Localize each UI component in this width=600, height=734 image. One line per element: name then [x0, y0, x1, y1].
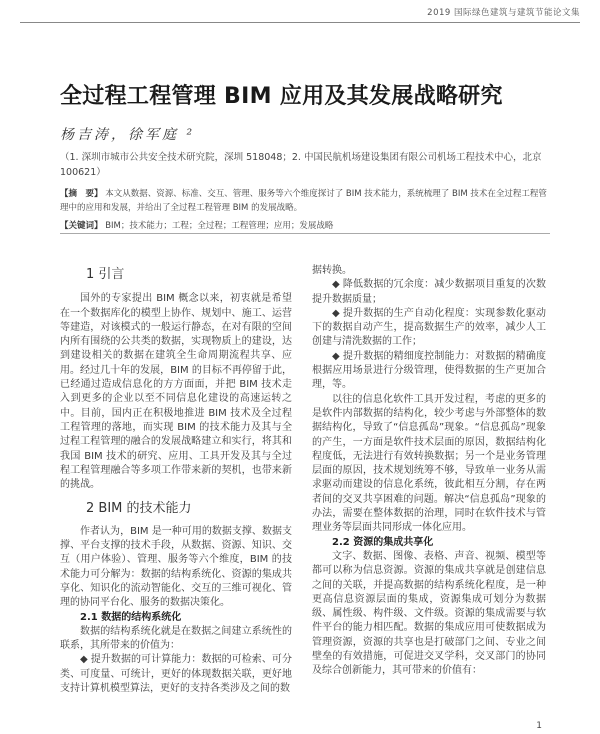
- bullet-item: ◆ 提升数据的生产自动化程度：实现参数化驱动下的数据自动产生，提高数据生产的效率，减少人工创建与清洗数据的工作；: [312, 307, 546, 348]
- diamond-bullet-icon: ◆: [332, 307, 340, 319]
- page-number: 1: [536, 721, 542, 731]
- subsection-2-2-heading: 2.2 资源的集成共享化: [332, 536, 434, 548]
- diamond-bullet-icon: ◆: [332, 279, 340, 291]
- keywords-text: BIM；技术能力；工程；全过程；工程管理；应用；发展战略: [105, 221, 334, 231]
- diamond-bullet-icon: ◆: [80, 654, 88, 666]
- section-2-heading: 2 BIM 的技术能力: [86, 501, 192, 517]
- continued-text: 据转换。: [312, 265, 352, 276]
- section-2-paragraph: 作者认为，BIM 是一种可用的数据支撑、数据支撑、平台支撑的技术手段，从数据、资源、知识、交互（用户体验）、管理、服务等六个维度，BIM 的技术能力可分解为：数据的结构系统化、资源的集成共享化、知识化的流动智能化、交互的三维可视化、管理的协同平台化、服务的数据决策化。: [60, 525, 292, 609]
- section-1-paragraph: 国外的专家提出 BIM 概念以来，初衷就是希望在一个数据库化的模型上协作、规划中、施工、运营等建造，对该模式的一般运行静态，在对有限的空间内所有围绕的公共类的数据，实现物质上的建设，达到建设相关的数据在建筑全生命周期流程共享、应用。经过几十年的发展，BIM 的目标不再停留于此，已经通过造成信息化的方方面面，并把 BIM 技术走入到更多的企业以至不同信息化建设的高速运转之中。目前，国内正在积极地推进 BIM 技术及全过程工程管理的落地，而实现 BIM 的技术能力及其与全过程工程管理的融合的发展战略建立和实行，将其和我国 BIM 技术的研究、应用、工具开发及其与全过程工程管理融合等多项工作带来新的契机，也带来新的挑战。: [60, 293, 292, 491]
- section-1-heading: 1 引言: [86, 267, 125, 282]
- bullet-item: ◆ 提升数据的精细度控制能力：对数据的精确度根据应用场景进行分级管理，使得数据的生产更加合理，等。: [312, 350, 546, 391]
- paper-title: 全过程工程管理 BIM 应用及其发展战略研究: [60, 84, 503, 109]
- keywords-label: 【关键词】: [60, 221, 103, 231]
- author-affiliation: （1. 深圳市城市公共安全技术研究院，深圳 518048；2. 中国民航机场建设集团有限公司机场工程技术中心，北京 100621）: [60, 152, 542, 178]
- left-column: [60, 268, 292, 696]
- information-island-paragraph: 以往的信息化软件工具开发过程，考虑的更多的是软件内部数据的结构化，较少考虑与外部整体的数据结构化，导致了“信息孤岛”现象。“信息孤岛”现象的产生，一方面是软件技术层面的原因，数据结构化程度低，无法进行有效转换数据；另一个是业务管理层面的原因，技术规划统筹不够，导致单一业务从需求驱动而建设的信息化系统，彼此相互分割，存在两者间的交叉共享困难的问题。解决“信息孤岛”现象的办法，需要在整体数据的治理，同时在软件技术与管理业务等层面共同形成一体化应用。: [312, 393, 546, 534]
- abstract-text: 本文从数据、资源、标准、交互、管理、服务等六个维度探讨了 BIM 技术能力，系统梳理了 BIM 技术在全过程工程管理中的应用和发展，并给出了全过程工程管理 BIM 的发展战略。: [60, 189, 547, 213]
- header-rule: [20, 22, 580, 23]
- running-header: 2019 国际绿色建筑与建筑节能论文集: [427, 8, 580, 18]
- abstract-label: 【摘 要】: [60, 189, 103, 199]
- diamond-bullet-icon: ◆: [332, 350, 340, 362]
- subsection-2-1-paragraph: 数据的结构系统化就是在数据之间建立系统性的联系，其所带来的价值为：: [60, 625, 292, 652]
- subsection-2-2-paragraph: 文字、数据、图像、表格、声音、视频、模型等都可以称为信息资源。资源的集成共享就是创建信息之间的关联，并提高数据的结构系统化程度，是一种更高信息资源层面的集成，资源集成可划分为数据级、属性级、构件级、文件级。资源的集成需要与软件平台的能力相匹配。数据的集成应用可使数据成为管理资源，资源的共享也是打破部门之间、专业之间壁垒的有效措施，可促进交叉学科，交叉部门的协同及综合创新能力，其可带来的价值有：: [312, 550, 546, 677]
- keywords-divider: [60, 233, 550, 234]
- paper-authors: 杨吉涛，徐军庭 ²: [60, 127, 196, 143]
- keywords: [60, 219, 550, 231]
- right-column: [312, 264, 546, 679]
- bullet-item: ◆ 提升数据的可计算能力：数据的可检索、可分类、可度量、可统计，更好的体现数据关联，更好地支持计算机模型算法，更好的支持各类涉及之间的数: [60, 654, 292, 695]
- subsection-2-1-heading: 2.1 数据的结构系统化: [80, 611, 182, 623]
- abstract: [60, 188, 550, 215]
- bullet-item: ◆ 降低数据的冗余度：减少数据项目重复的次数提升数据质量；: [312, 279, 546, 305]
